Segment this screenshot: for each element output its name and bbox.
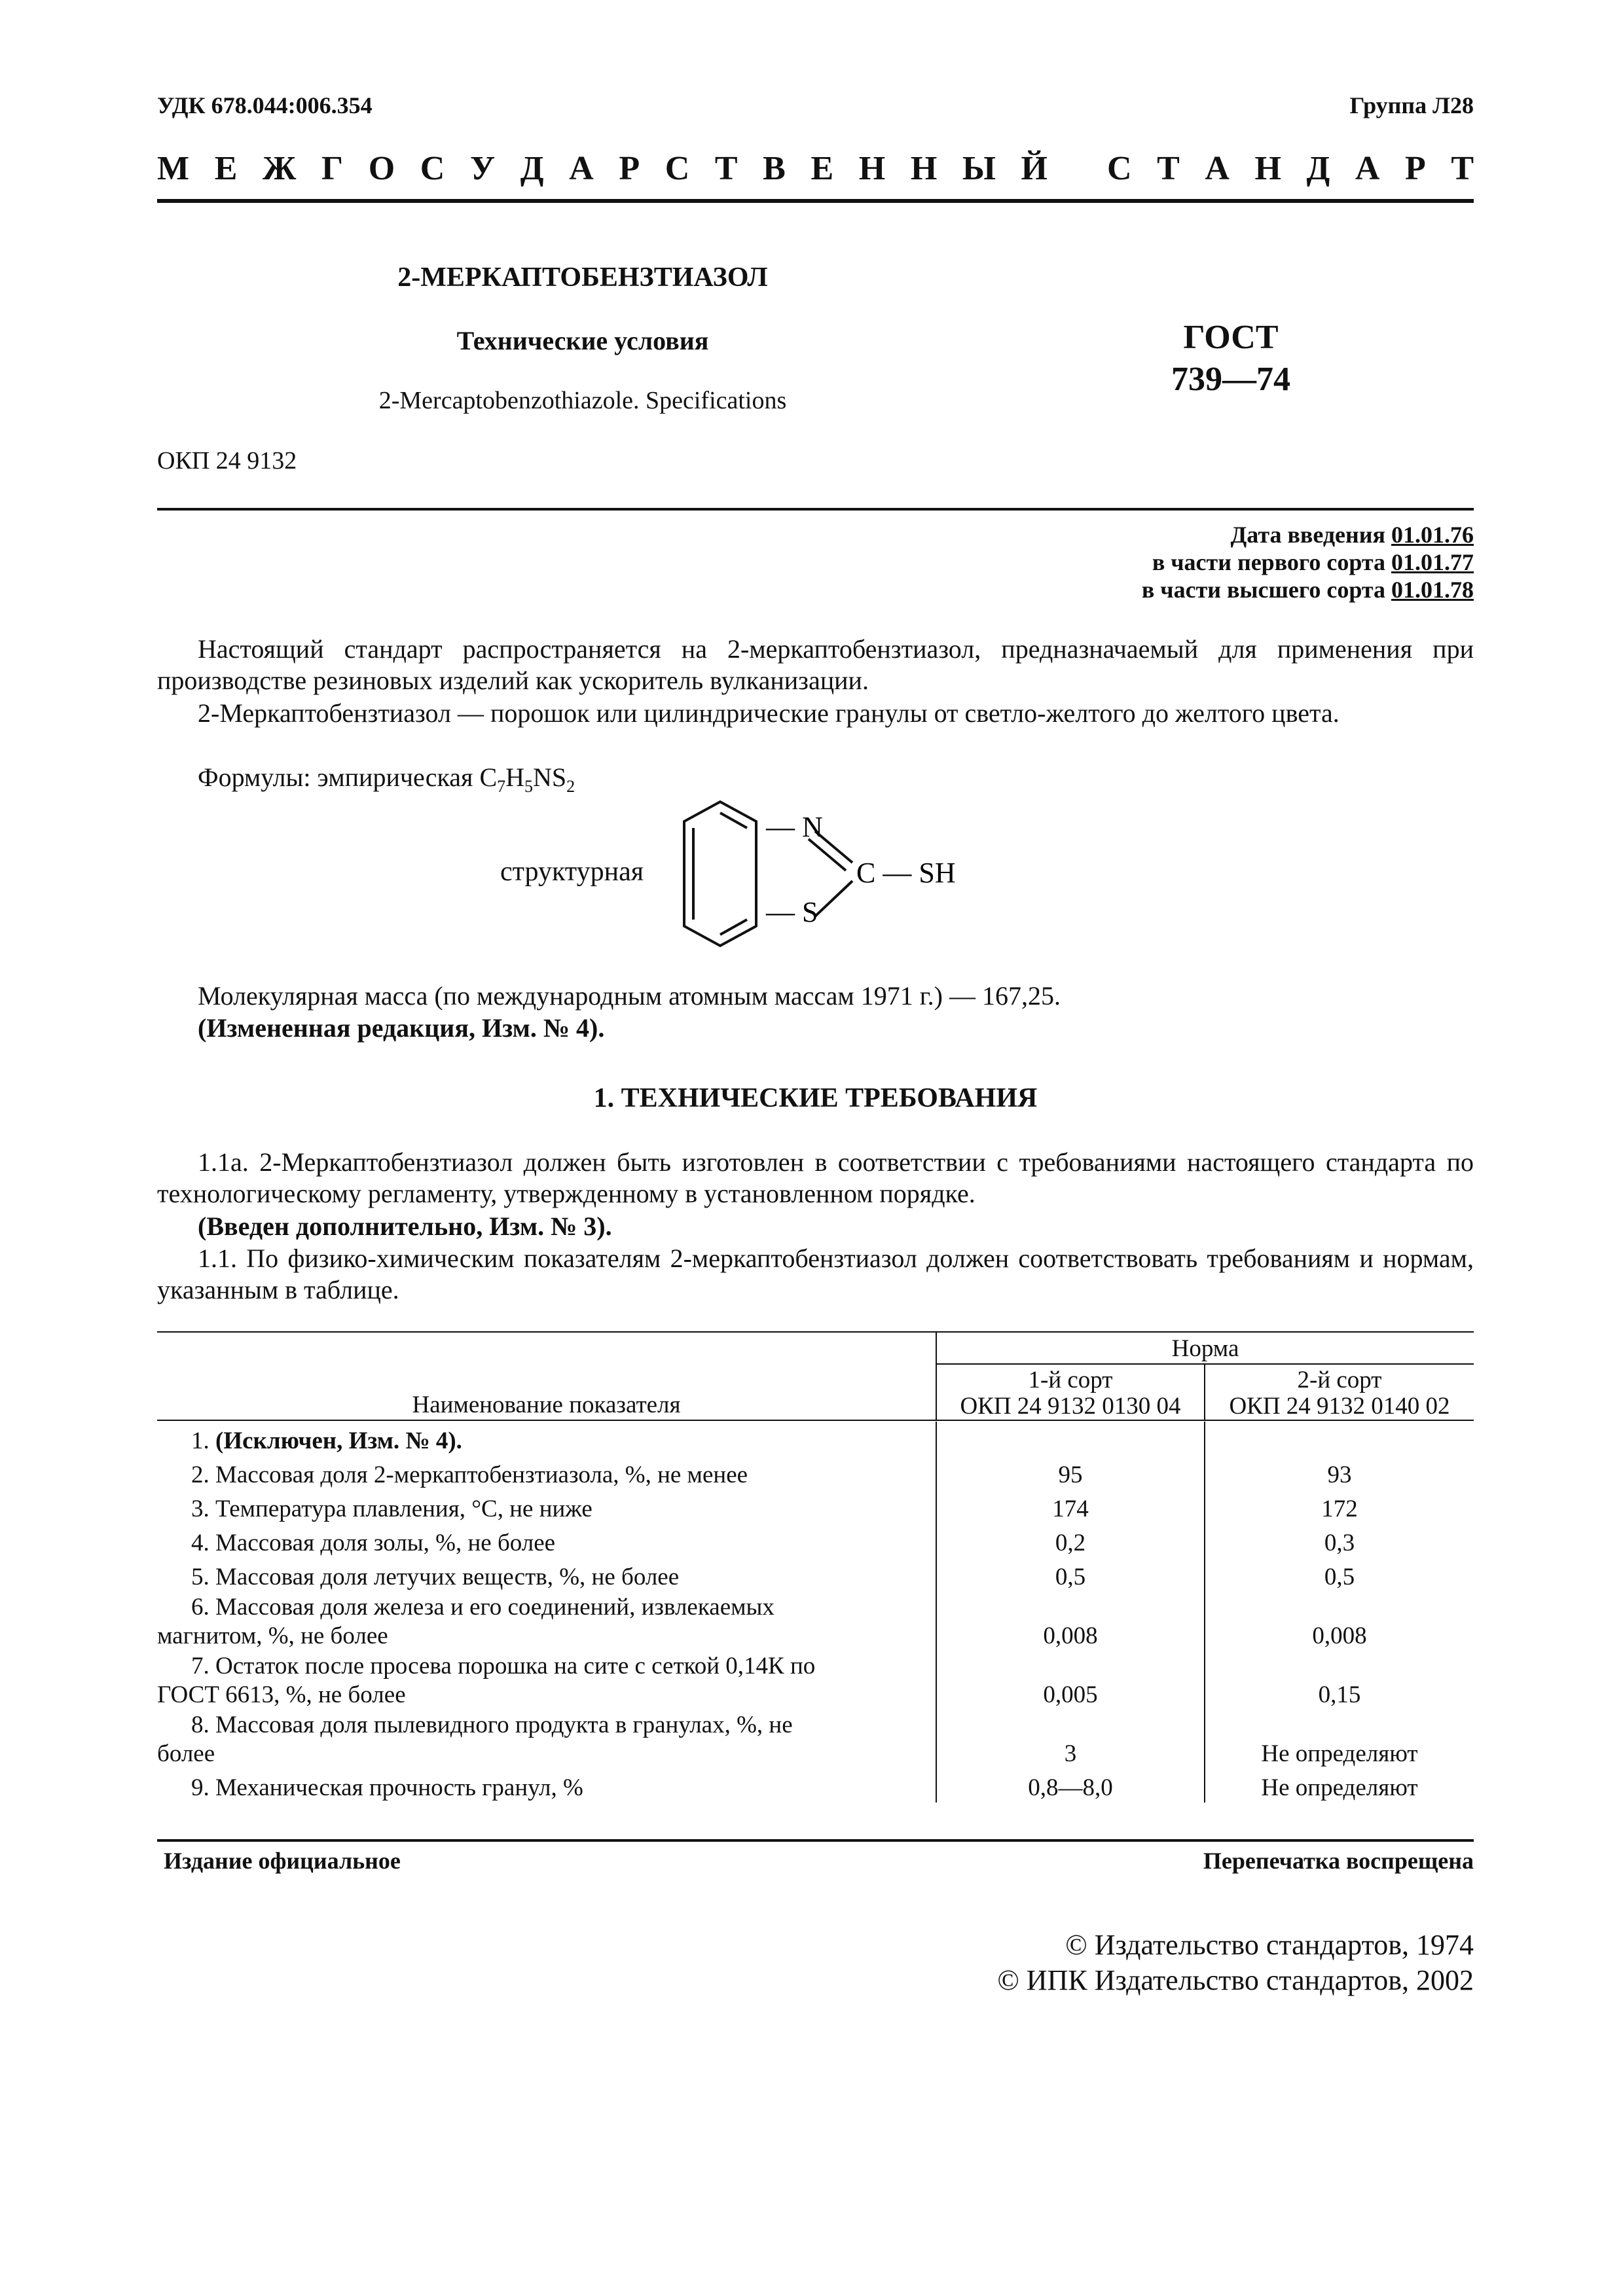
- okp-code: ОКП 24 9132: [157, 447, 297, 475]
- molecular-mass: Молекулярная масса (по международным атомным массам 1971 г.) — 167,25.: [198, 981, 1061, 1011]
- struct-c-sh: C — SH: [856, 857, 956, 889]
- english-title: 2-Mercaptobenzothiazole. Specifications: [378, 387, 787, 414]
- struct-n: — N: [766, 811, 823, 843]
- udk-code: УДК 678.044:006.354: [157, 92, 373, 118]
- document-title: 2-МЕРКАПТОБЕНЗТИАЗОЛ: [397, 262, 768, 293]
- official-edition: Издание официальное: [164, 1848, 401, 1874]
- header-rule: [157, 199, 1474, 203]
- structural-label: структурная: [500, 857, 644, 887]
- header-grade-1: 1-й сорт ОКП 24 9132 0130 04: [936, 1364, 1205, 1420]
- paragraph-1-1: 1.1. По физико-химическим показателям 2-меркаптобензтиазол должен соответствовать требованиям и нормам, указанным в таблице.: [157, 1244, 1474, 1304]
- copyright: [997, 1928, 1474, 1998]
- date-top-grade: в части высшего сорта 01.01.78: [1141, 577, 1474, 603]
- header-grade-2: 2-й сорт ОКП 24 9132 0140 02: [1229, 1367, 1450, 1420]
- section-heading: 1. ТЕХНИЧЕСКИЕ ТРЕБОВАНИЯ: [593, 1083, 1038, 1113]
- description-paragraph: 2-Меркаптобензтиазол — порошок или цилиндрические гранулы от светло-желтого до желтого цвета.: [198, 698, 1340, 728]
- banner-right: С Т А Н Д А Р Т: [1107, 150, 1474, 187]
- table-row: 2. Массовая доля 2-меркаптобензтиазола, %, не менее 95 93: [157, 1456, 1474, 1490]
- standard-banner: [157, 152, 1474, 186]
- date-first-grade: в части первого сорта 01.01.77: [1152, 549, 1474, 575]
- table-row: 8. Массовая доля пылевидного продукта в гранулах, %, не более 3 Не определяют: [157, 1710, 1474, 1768]
- table-row: 4. Массовая доля золы, %, не более 0,2 0,3: [157, 1524, 1474, 1558]
- table-row: 1. (Исключен, Изм. № 4).: [157, 1422, 1474, 1456]
- banner-left: М Е Ж Г О С У Д А Р С Т В Е Н Н Ы Й: [157, 150, 1048, 187]
- reprint-prohibited: Перепечатка воспрещена: [1203, 1848, 1474, 1874]
- bond-n-c-double: [809, 839, 846, 870]
- bond-s-c: [815, 881, 852, 916]
- edit-note: (Измененная редакция, Изм. № 4).: [198, 1013, 605, 1043]
- header-indicator-name: Наименование показателя: [157, 1333, 936, 1420]
- table-row: 7. Остаток после просева порошка на сите с сеткой 0,14К по ГОСТ 6613, %, не более 0,005 0,15: [157, 1651, 1474, 1710]
- group-code: Группа Л28: [1349, 92, 1474, 118]
- table-row: 5. Массовая доля летучих веществ, %, не более 0,5 0,5: [157, 1558, 1474, 1592]
- struct-s: — S: [766, 896, 818, 928]
- spec-table: [157, 1333, 1474, 1803]
- date-intro: Дата введения 01.01.76: [1230, 522, 1474, 548]
- table-row: 9. Механическая прочность гранул, % 0,8—8,0 Не определяют: [157, 1768, 1474, 1803]
- structural-formula-diagram: [681, 792, 1048, 956]
- table-row: 6. Массовая доля железа и его соединений, извлекаемых магнитом, %, не более 0,008 0,008: [157, 1592, 1474, 1651]
- gost-label: ГОСТ: [1183, 319, 1279, 356]
- copyright-1974: © Издательство стандартов, 1974: [1065, 1929, 1474, 1961]
- title-rule: [157, 508, 1474, 511]
- scope-paragraph: Настоящий стандарт распространяется на 2-меркаптобензтиазол, предназначаемый для применения при производстве резиновых изделий как ускоритель вулканизации.: [157, 634, 1474, 695]
- table-row: 3. Температура плавления, °С, не ниже 174 172: [157, 1490, 1474, 1524]
- paragraph-1-1a: 1.1а. 2-Меркаптобензтиазол должен быть изготовлен в соответствии с требованиями настоящего стандарта по технологическому регламенту, утвержденному в установленном порядке.: [157, 1147, 1474, 1208]
- table-header-row: [157, 1333, 1474, 1364]
- introduction-dates: [1142, 521, 1474, 603]
- gost-number: 739—74: [1171, 361, 1290, 398]
- footer-rule: [157, 1839, 1474, 1842]
- copyright-2002: © ИПК Издательство стандартов, 2002: [997, 1964, 1474, 1996]
- document-subtitle: Технические условия: [456, 326, 709, 355]
- added-note: (Введен дополнительно, Изм. № 3).: [198, 1211, 612, 1241]
- header-norm: Норма: [936, 1333, 1474, 1364]
- spec-table-wrapper: [157, 1333, 1474, 1803]
- empirical-formula: Формулы: эмпирическая $C_7H_5NS_2$: [198, 762, 575, 796]
